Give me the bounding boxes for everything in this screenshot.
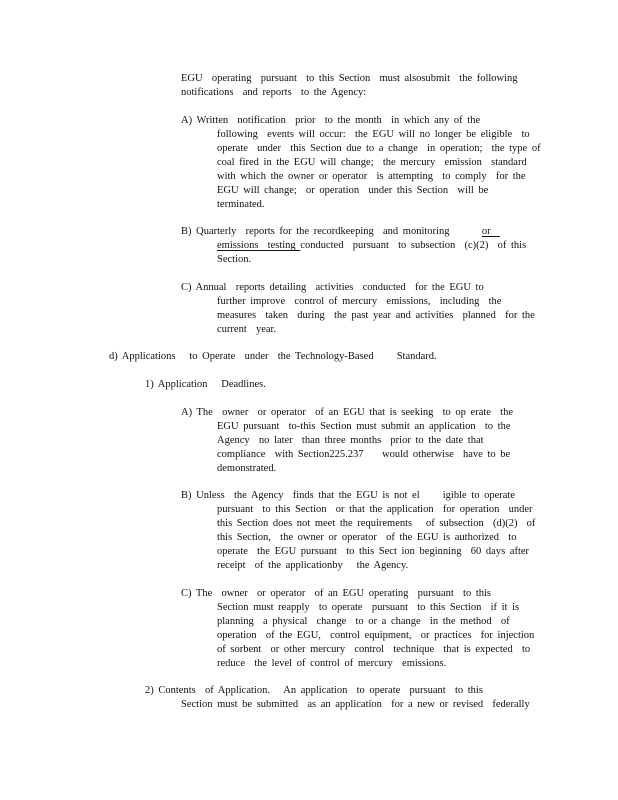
item-b-line-2 [217,239,526,253]
item-a-line-1: A) Written notification prior to the month in which any of the [181,115,481,126]
item-c-line-1: C) Annual reports detailing activities conducted for the EGU to [181,282,484,293]
item-b-text: conducted pursuant to subsection (c)(2) of this [300,240,527,251]
sub1-c-line-2: Section must reapply to operate pursuant to this Section if it is [217,602,520,613]
section-d-heading: d) Applications to Operate under the Technology-Based Standard. [109,351,437,362]
inserted-text: emissions testing [217,240,301,251]
sub1-a-line-3: Agency no later than three months prior to the date that [217,435,484,446]
sub1-c-line-6: reduce the level of control of mercury emissions. [217,658,447,669]
item-c-line-3: measures taken during the past year and activities planned for the [217,310,535,321]
item-a-line-3: operate under this Section due to a change in operation; the type of [217,143,541,154]
sub1-b-line-1: B) Unless the Agency finds that the EGU is not el igible to operate [181,490,515,501]
sub1-c-line-1: C) The owner or operator of an EGU operating pursuant to this [181,588,491,599]
subsection-2-line-2: Section must be submitted as an application for a new or revised federally [181,699,530,710]
item-a-line-6: EGU will change; or operation under this Section will be [217,185,489,196]
sub1-b-line-3: this Section does not meet the requirements of subsection (d)(2) of [217,518,536,529]
sub1-c-line-3: planning a physical change to or a change in the method of [217,616,510,627]
item-b-line-3: Section. [217,254,252,265]
sub1-c-line-5: of sorbent or other mercury control technique that is expected to [217,644,531,655]
item-b-text: B) Quarterly reports for the recordkeeping and monitoring [181,226,482,237]
sub1-a-line-5: demonstrated. [217,463,277,474]
item-a-line-7: terminated. [217,199,265,210]
sub1-c-line-4: operation of the EGU, control equipment, or practices for injection [217,630,535,641]
item-c-line-4: current year. [217,324,277,335]
sub1-b-line-4: this Section, the owner or operator of the EGU is authorized to [217,532,517,543]
subsection-1-heading: 1) Application Deadlines. [145,379,266,390]
sub1-b-line-5: operate the EGU pursuant to this Sect ion beginning 60 days after [217,546,530,557]
item-a-line-5: with which the owner or operator is attempting to comply for the [217,171,526,182]
item-c-line-2: further improve control of mercury emissions, including the [217,296,502,307]
sub1-a-line-2: EGU pursuant to-this Section must submit an application to the [217,421,511,432]
intro-line-1: EGU operating pursuant to this Section must alsosubmit the following [181,73,518,84]
inserted-text: or [481,226,500,237]
subsection-2-line-1: 2) Contents of Application. An application to operate pursuant to this [145,685,483,696]
sub1-a-line-4: compliance with Section225.237 would otherwise have to be [217,449,511,460]
item-a-line-2: following events will occur: the EGU will no longer be eligible to [217,129,530,140]
item-a-line-4: coal fired in the EGU will change; the mercury emission standard [217,157,527,168]
intro-line-2: notifications and reports to the Agency: [181,87,367,98]
item-b-line-1 [181,225,500,239]
sub1-b-line-2: pursuant to this Section or that the application for operation under [217,504,533,515]
sub1-b-line-6: receipt of the applicationby the Agency. [217,560,409,571]
sub1-a-line-1: A) The owner or operator of an EGU that is seeking to op erate the [181,407,514,418]
